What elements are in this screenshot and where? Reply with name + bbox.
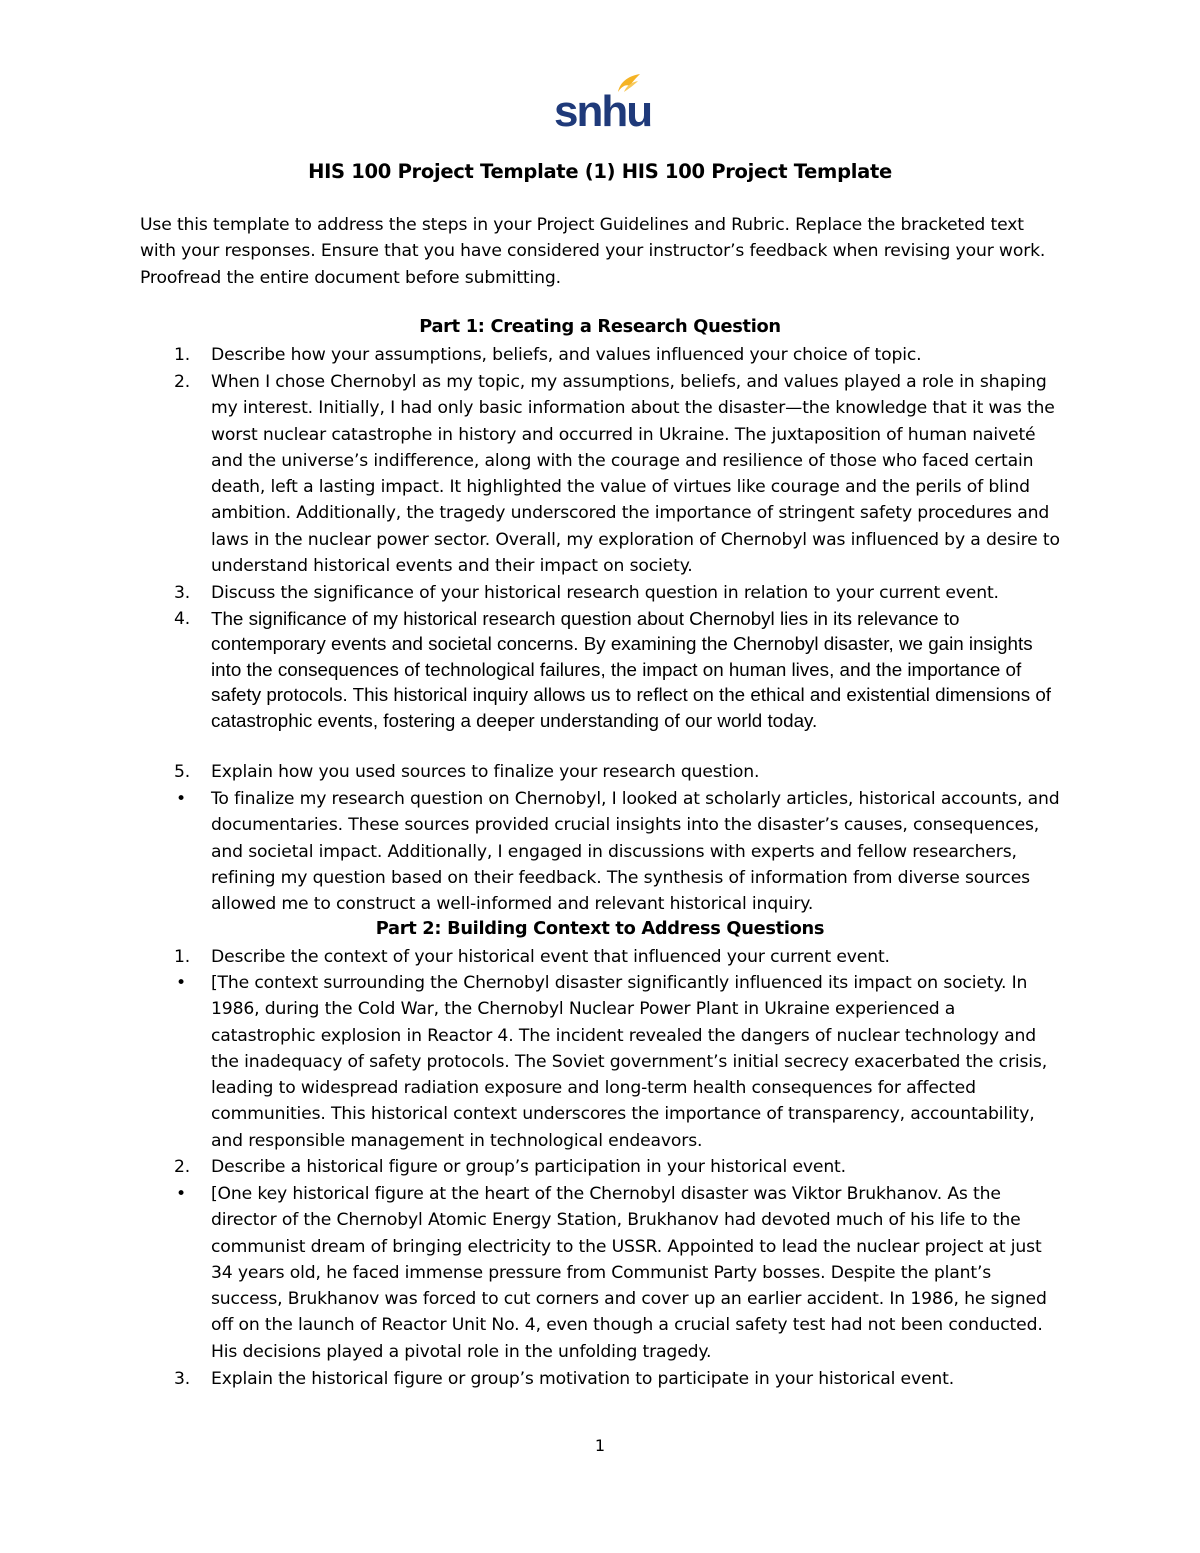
list-item bbox=[140, 759, 1060, 785]
page-title: HIS 100 Project Template (1) HIS 100 Project Template bbox=[308, 160, 892, 183]
snhu-logo bbox=[554, 72, 652, 136]
list-item-text: Describe a historical figure or group’s participation in your historical event. bbox=[211, 1157, 846, 1177]
list-marker: 3. bbox=[174, 583, 191, 603]
list-item-text: [One key historical figure at the heart of the Chernobyl disaster was Viktor Brukhanov. As the director of the Chernobyl Atomic Energy Station, Brukhanov had devoted much of his life to the communist dream of bringing electricity to the USSR. Appointed to lead the nuclear project at just 34 years old, he faced immense pressure from Communist Party bosses. Despite the plant’s success, Brukhanov was forced to cut corners and cover up an earlier accident. In 1986, he signed off on the launch of Reactor Unit No. 4, even though a crucial safety test had not been conducted. His decisions played a pivotal role in the unfolding tragedy. bbox=[211, 1184, 1047, 1362]
list-item bbox=[140, 342, 1060, 368]
bullet-marker: • bbox=[176, 973, 186, 993]
list-item-text: [The context surrounding the Chernobyl disaster significantly influenced its impact on society. In 1986, during the Cold War, the Chernobyl Nuclear Power Plant in Ukraine experienced a catastrophic explosion in Reactor 4. The incident revealed the dangers of nuclear technology and the inadequacy of safety protocols. The Soviet government’s initial secrecy exacerbated the crisis, leading to widespread radiation exposure and long-term health consequences for affected communities. This historical context underscores the importance of transparency, accountability, and responsible management in technological endeavors. bbox=[211, 973, 1048, 1151]
list-item-text: When I chose Chernobyl as my topic, my assumptions, beliefs, and values played a role in shaping my interest. Initially, I had only basic information about the disaster—the knowledge that it was the worst nuclear catastrophe in history and occurred in Ukraine. The juxtaposition of human naiveté and the universe’s indifference, along with the courage and resilience of those who faced certain death, left a lasting impact. It highlighted the value of virtues like courage and the perils of blind ambition. Additionally, the tragedy underscored the importance of stringent safety procedures and laws in the nuclear power sector. Overall, my exploration of Chernobyl was influenced by a desire to understand historical events and their impact on society. bbox=[211, 372, 1060, 577]
list-item bbox=[140, 1366, 1060, 1392]
page-number: 1 bbox=[594, 1436, 606, 1455]
list-item-text: Describe the context of your historical event that influenced your current event. bbox=[211, 947, 890, 967]
list-item-text: Explain how you used sources to finalize your research question. bbox=[211, 762, 760, 782]
list-item-text: Discuss the significance of your historical research question in relation to your current event. bbox=[211, 583, 999, 603]
list-item bbox=[140, 369, 1060, 579]
list-item-text: Explain the historical figure or group’s motivation to participate in your historical event. bbox=[211, 1369, 955, 1389]
part2-heading: Part 2: Building Context to Address Questions bbox=[375, 918, 825, 939]
list-marker: 1. bbox=[174, 947, 191, 967]
intro-paragraph: Use this template to address the steps in your Project Guidelines and Rubric. Replace the bracketed text with your responses. Ensure that you have considered your instructor’s feedback when revising your work. Proofread the entire document before submitting. bbox=[140, 215, 1046, 288]
bullet-marker: • bbox=[176, 1184, 186, 1204]
list-item bbox=[140, 786, 1060, 917]
list-marker: 3. bbox=[174, 1369, 191, 1389]
list-item-text: Describe how your assumptions, beliefs, and values influenced your choice of topic. bbox=[211, 345, 922, 365]
bullet-marker: • bbox=[176, 789, 186, 809]
list-item-text: The significance of my historical research question about Chernobyl lies in its relevance to contemporary events and societal concerns. By examining the Chernobyl disaster, we gain insights into the consequences of technological failures, the impact on human lives, and the importance of safety protocols. This historical inquiry allows us to reflect on the ethical and existential dimensions of catastrophic events, fostering a deeper understanding of our world today. bbox=[211, 608, 1052, 731]
logo-wordmark: snhu bbox=[554, 87, 652, 136]
list-marker: 5. bbox=[174, 762, 191, 782]
list-marker: 1. bbox=[174, 345, 191, 365]
list-item-text: To finalize my research question on Chernobyl, I looked at scholarly articles, historical accounts, and documentaries. These sources provided crucial insights into the disaster’s causes, consequences, and societal impact. Additionally, I engaged in discussions with experts and fellow researchers, refining my question based on their feedback. The synthesis of information from diverse sources allowed me to construct a well-informed and relevant historical inquiry. bbox=[211, 789, 1060, 915]
list-item bbox=[140, 606, 1060, 733]
list-marker: 4. bbox=[174, 609, 191, 629]
part1-heading: Part 1: Creating a Research Question bbox=[419, 316, 781, 337]
list-item bbox=[140, 1154, 1060, 1180]
list-marker: 2. bbox=[174, 372, 191, 392]
list-marker: 2. bbox=[174, 1157, 191, 1177]
list-item bbox=[140, 970, 1060, 1154]
list-item bbox=[140, 944, 1060, 970]
list-item bbox=[140, 580, 1060, 606]
list-item bbox=[140, 1181, 1060, 1365]
